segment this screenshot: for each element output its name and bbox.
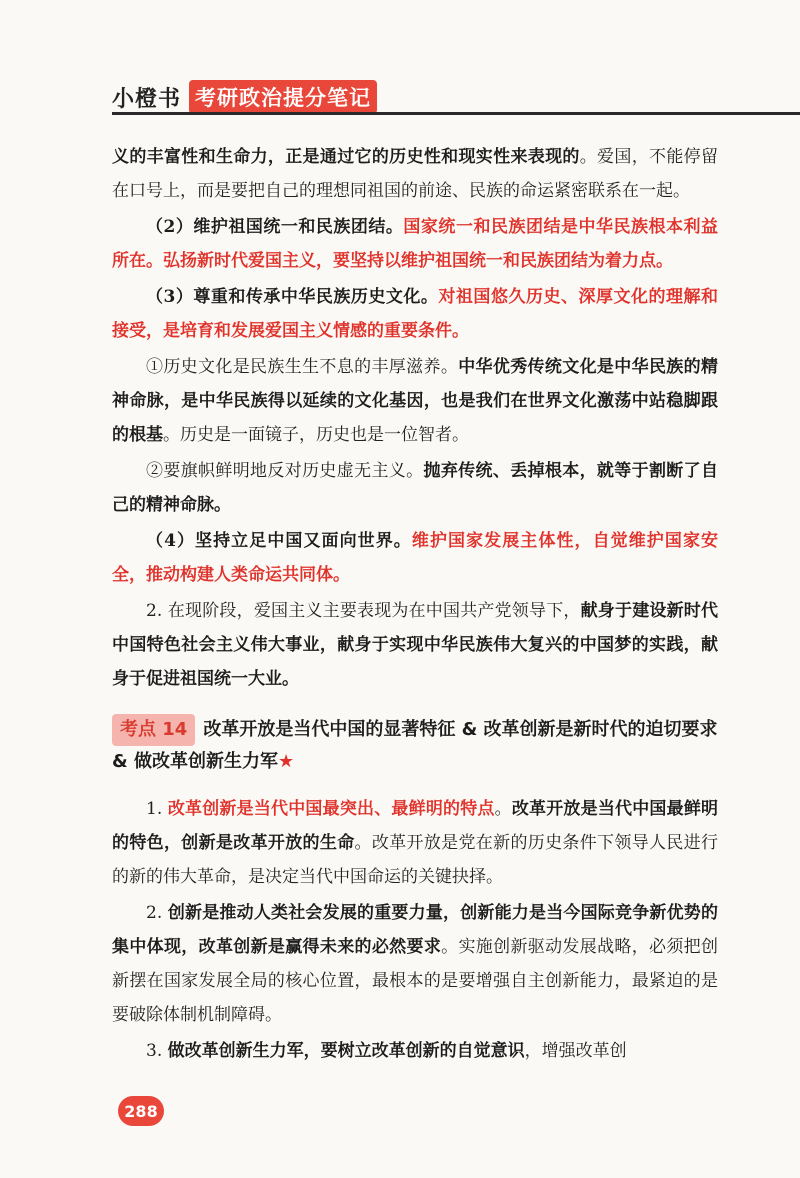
paragraph-continuation [112,140,718,208]
brand-name: 小橙书 [112,86,182,112]
bold-text: 中华优秀传统文化是中华民族的精神命脉，是中华民族得以延续的文化基因，也是我们在世界文化激荡中站稳脚跟的根基 [112,357,718,445]
plain-text: 。 [494,799,512,819]
header-divider [112,112,800,115]
star-icon: ★ [277,751,295,772]
plain-text: 3. [146,1041,168,1061]
book-subtitle: 考研政治提分笔记 [189,80,377,114]
plain-text: ，增强改革创 [524,1041,627,1061]
plain-text: ②要旗帜鲜明地反对历史虚无主义。 [146,461,424,481]
exam-point-title: 改革开放是当代中国的显著特征 & 改革创新是新时代的迫切要求 & 做改革创新生力军 [112,719,718,772]
bold-text: 义的丰富性和生命力，正是通过它的历史性和现实性来表现的 [112,147,580,167]
paragraph-nihilism [112,454,718,522]
red-text: 维护国家发展主体性，自觉维护国家安全，推动构建人类命运共同体。 [112,531,719,585]
paragraph-current-stage [112,594,718,696]
paragraph-reform-3 [112,1034,718,1068]
plain-text: 。实施创新驱动发展战略，必须把创新摆在国家发展全局的核心位置，最根本的是要增强自主创新能力，最紧迫的是要破除体制机制障碍。 [112,937,719,1025]
bold-text: （2）维护祖国统一和民族团结。 [146,217,404,237]
page-number: 288 [118,1096,164,1126]
paragraph-culture [112,280,718,348]
bold-text: （3）尊重和传承中华民族历史文化。 [146,287,439,307]
page-body [112,140,718,1070]
paragraph-reform-2 [112,896,718,1032]
bold-text: 做改革创新生力军，要树立改革创新的自觉意识 [167,1041,525,1061]
exam-point-heading [112,714,718,778]
bold-text: 献身于建设新时代中国特色社会主义伟大事业，献身于实现中华民族伟大复兴的中国梦的实践，献身于促进祖国统一大业。 [112,601,719,689]
paragraph-unity [112,210,718,278]
paragraph-reform-1 [112,792,718,894]
red-text: 对祖国悠久历史、深厚文化的理解和接受，是培育和发展爱国主义情感的重要条件。 [112,287,719,341]
plain-text: 2. 在现阶段，爱国主义主要表现为在中国共产党领导下， [146,601,581,621]
plain-text: 。历史是一面镜子，历史也是一位智者。 [163,425,469,445]
plain-text: ①历史文化是民族生生不息的丰厚滋养。 [146,357,459,377]
plain-text: 。改革开放是党在新的历史条件下领导人民进行的新的伟大革命，是决定当代中国命运的关键抉择。 [112,833,719,887]
bold-text: 创新是推动人类社会发展的重要力量，创新能力是当今国际竞争新优势的集中体现，改革创新是赢得未来的必然要求 [112,903,719,957]
paragraph-world [112,524,718,592]
paragraph-history-culture [112,350,718,452]
plain-text: 。爱国，不能停留在口号上，而是要把自己的理想同祖国的前途、民族的命运紧密联系在一起。 [112,147,718,201]
bold-text: 抛弃传统、丢掉根本，就等于割断了自己的精神命脉。 [112,461,718,515]
plain-text: 1. [146,799,168,819]
red-text: 国家统一和民族团结是中华民族根本利益所在。弘扬新时代爱国主义，要坚持以维护祖国统一和民族团结为着力点。 [112,217,719,271]
bold-text: （4）坚持立足中国又面向世界。 [146,531,412,551]
exam-point-badge: 考点 14 [112,714,195,746]
plain-text: 2. [146,903,168,923]
red-text: 改革创新是当代中国最突出、最鲜明的特点 [167,799,495,819]
bold-text: 改革开放是当代中国最鲜明的特色，创新是改革开放的生命 [112,799,719,853]
